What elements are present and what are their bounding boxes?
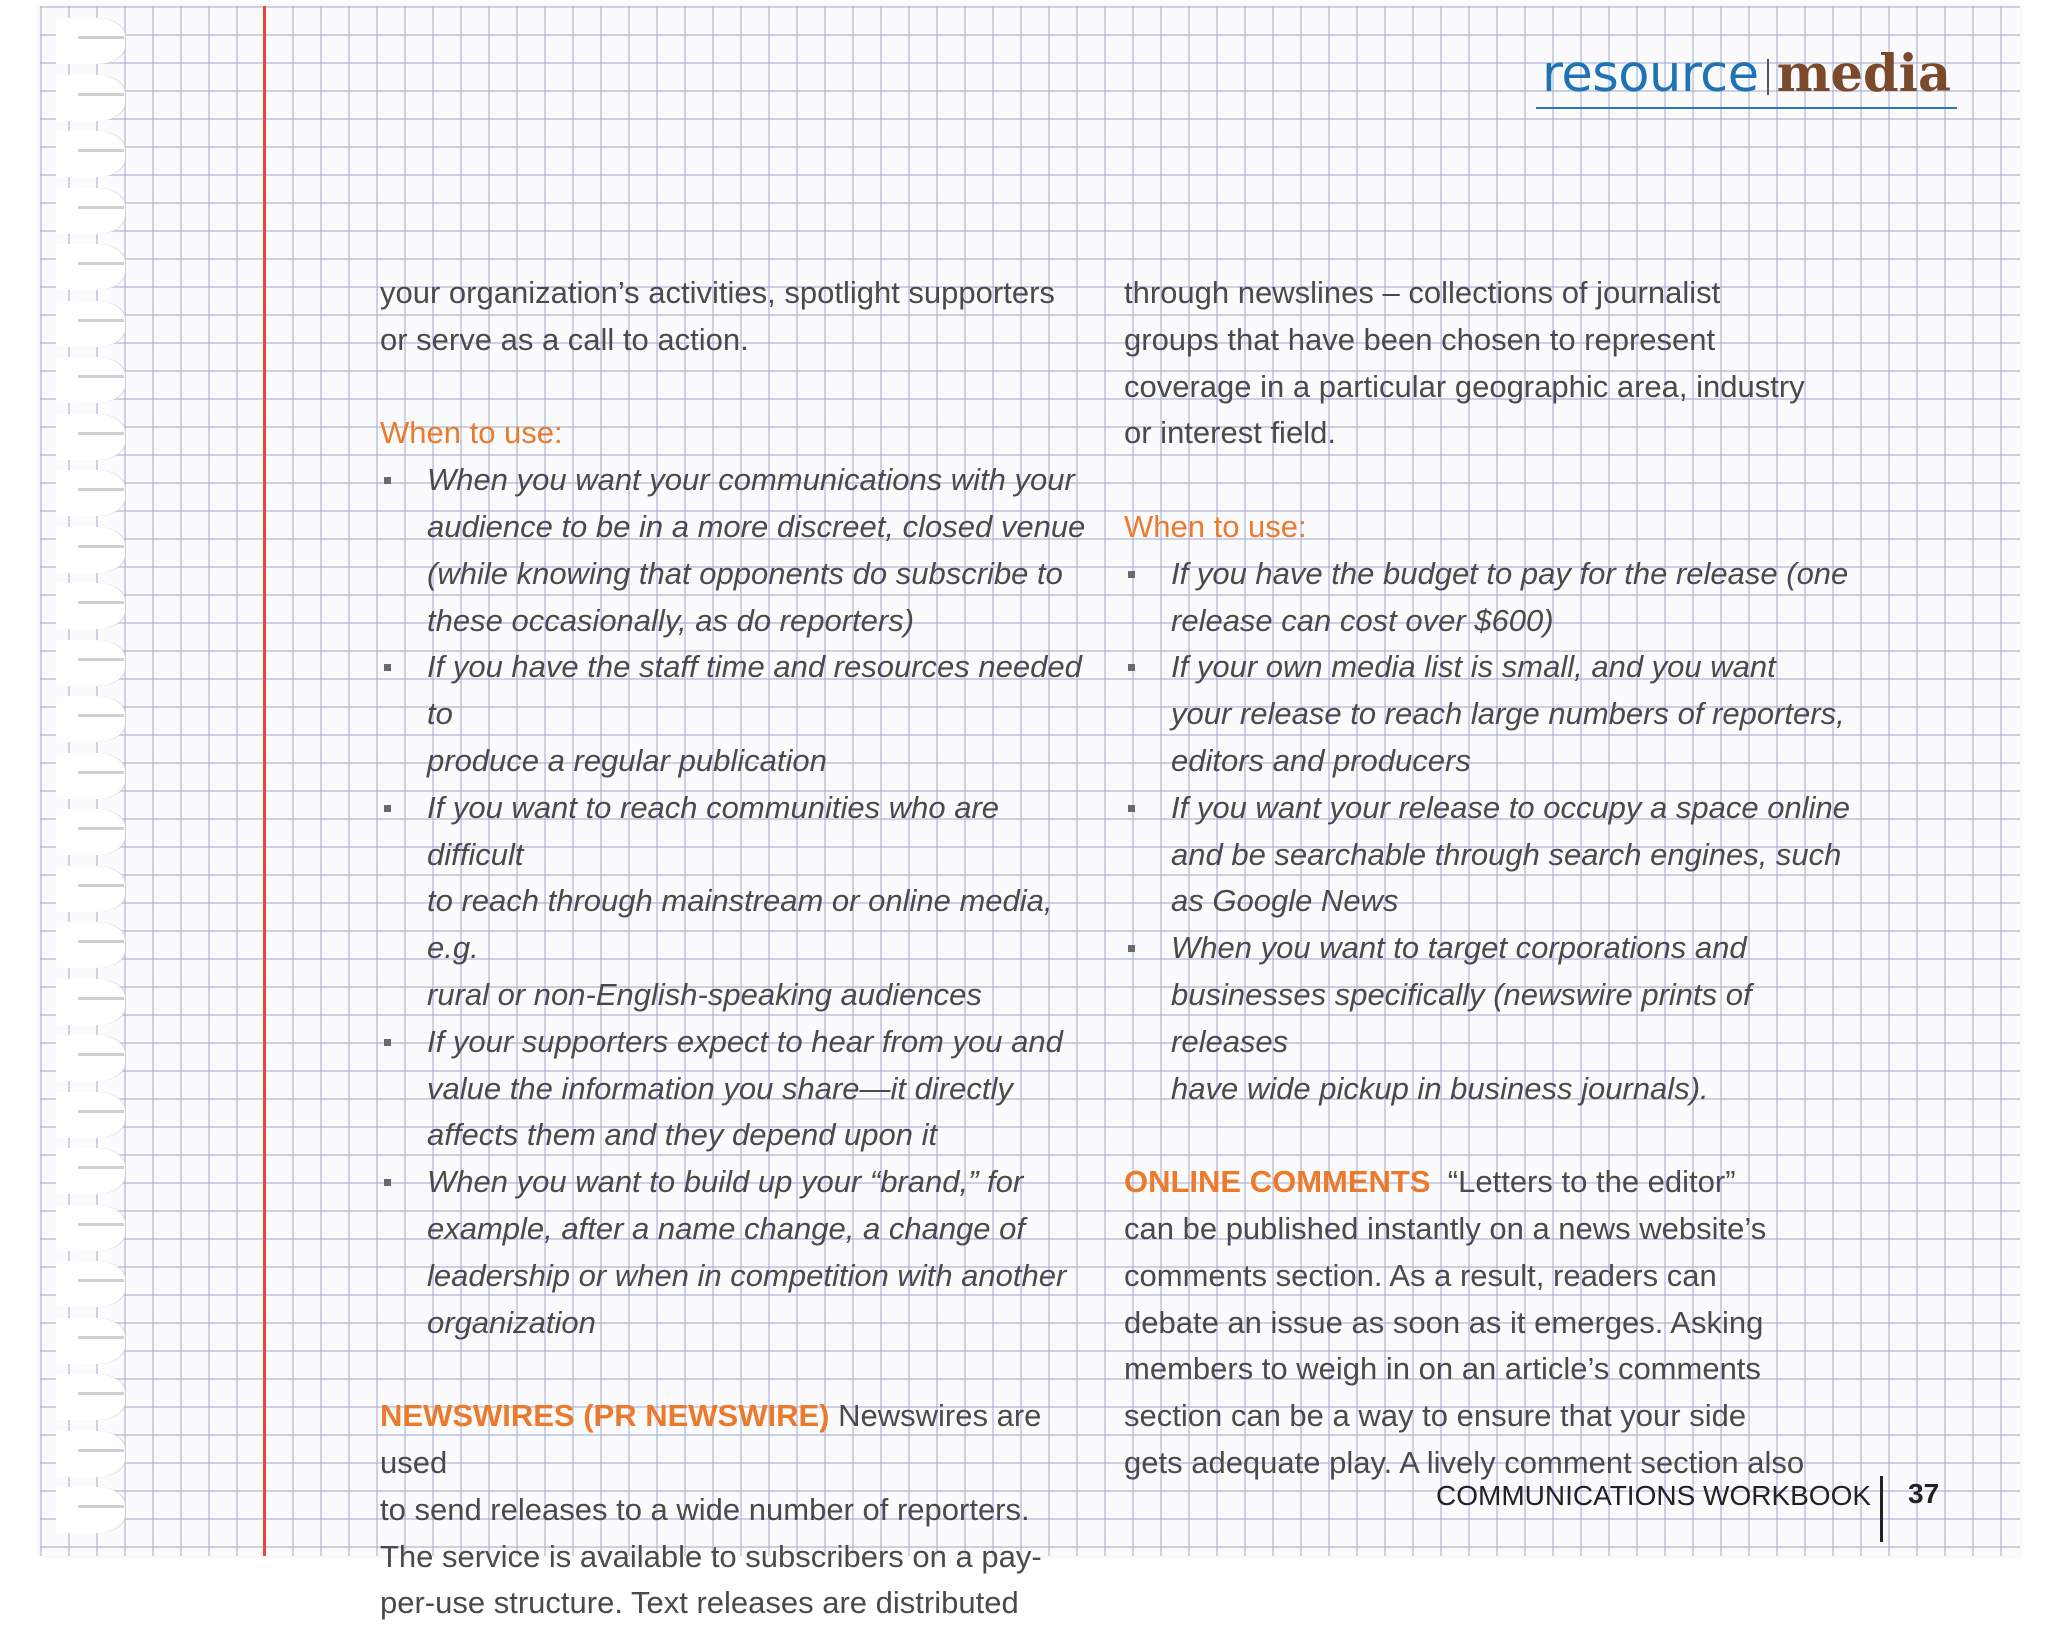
bullet-line: value the information you share—it directly [427,1070,1013,1106]
bullet-line: editors and producers [1171,742,1471,778]
body-line: comments section. As a result, readers can [1124,1257,1717,1293]
bullet-line: rural or non-English-speaking audiences [427,976,982,1012]
intro-line: groups that have been chosen to represent [1124,321,1716,357]
newswires-heading: NEWSWIRES (PR NEWSWIRE) [380,1398,830,1434]
page-number: 37 [1908,1478,1940,1509]
resource-media-logo [1536,44,1957,109]
intro-line: coverage in a particular geographic area, industry [1124,368,1805,404]
body-line: to send releases to a wide number of reporters. [380,1491,1030,1527]
spiral-hole [56,640,126,686]
spiral-hole [56,1148,126,1194]
when-to-use-heading: When to use: [1124,508,1307,544]
bullet-line: If your supporters expect to hear from you and [427,1023,1063,1059]
body-line: members to weigh in on an article’s comments [1124,1351,1761,1387]
body-line: The service is available to subscribers on a pay- [380,1538,1042,1574]
spiral-hole [56,979,126,1025]
spiral-hole [56,1374,126,1420]
spiral-hole [56,866,126,912]
bullet-item [380,644,1100,784]
spiral-hole [56,527,126,573]
spiral-hole [56,414,126,460]
right-column [1124,270,1854,1487]
newswires-paragraph [380,1393,1100,1487]
logo-media-text: media [1776,44,1952,104]
spiral-hole [56,18,126,64]
bullet-line: and be searchable through search engines, such [1171,836,1842,872]
newswires-first-line: Newswires are used [380,1398,1042,1480]
bullet-line: release can cost over $600) [1171,602,1554,638]
intro-line: or serve as a call to action. [380,321,749,357]
bullet-line: produce a regular publication [427,742,827,778]
bullet-line: organization [427,1304,596,1340]
intro-line: your organization’s activities, spotlight supporters [380,275,1055,310]
logo-resource-text: resource [1542,45,1759,104]
spiral-hole [56,922,126,968]
logo-separator [1767,59,1769,95]
bullet-line: (while knowing that opponents do subscribe to [427,555,1063,591]
comments-paragraph [1124,1159,1854,1206]
footer-label: COMMUNICATIONS WORKBOOK [1436,1480,1872,1511]
spiral-hole [56,809,126,855]
spiral-hole [56,188,126,234]
spiral-hole [56,1205,126,1251]
bullet-line: When you want your communications with your [427,462,1075,498]
body-line: section can be a way to ensure that your side [1124,1398,1747,1434]
spiral-hole [56,583,126,629]
when-to-use-heading: When to use: [380,415,563,451]
spiral-hole [56,696,126,742]
spiral-hole [56,244,126,290]
body-line: debate an issue as soon as it emerges. Asking [1124,1304,1764,1340]
bullet-line: have wide pickup in business journals). [1171,1070,1709,1106]
body-line: per-use structure. Text releases are distributed [380,1585,1019,1621]
spiral-holes [40,6,150,1556]
bullet-line: affects them and they depend upon it [427,1117,938,1153]
bullet-item [380,1019,1100,1159]
spiral-hole [56,1487,126,1533]
bullet-line: If you want your release to occupy a space online [1171,789,1850,825]
spiral-hole [56,1092,126,1138]
spiral-hole [56,470,126,516]
spiral-hole [56,1431,126,1477]
bullet-item [380,457,1100,644]
bullet-line: to reach through mainstream or online media, e.g. [427,883,1053,966]
bullet-line: audience to be in a more discreet, closed venue [427,508,1086,544]
bullet-line: as Google News [1171,883,1399,919]
comments-first-line: “Letters to the editor” [1430,1164,1736,1200]
spiral-hole [56,301,126,347]
bullet-line: businesses specifically (newswire prints of releases [1171,976,1752,1059]
bullet-line: If you want to reach communities who are difficult [427,789,1000,872]
bullet-line: these occasionally, as do reporters) [427,602,915,638]
body-line: gets adequate play. A lively comment section also [1124,1444,1805,1480]
bullet-item [1124,551,1854,645]
online-comments-heading: ONLINE COMMENTS [1124,1164,1431,1200]
footer-divider [1880,1476,1883,1542]
bullet-list [380,457,1100,1346]
bullet-item [380,785,1100,1019]
bullet-item [1124,644,1854,784]
bullet-line: If you have the budget to pay for the release (one [1171,555,1849,591]
left-column [380,270,1100,1627]
spiral-hole [56,1035,126,1081]
bullet-line: When you want to target corporations and [1171,930,1747,966]
spiral-hole [56,75,126,121]
bullet-line: your release to reach large numbers of reporters, [1171,696,1845,732]
intro-line: or interest field. [1124,415,1336,451]
bullet-item [1124,785,1854,925]
intro-line: through newslines – collections of journalist [1124,275,1721,310]
bullet-line: If you have the staff time and resources needed to [427,649,1082,732]
body-line: can be published instantly on a news website’s [1124,1210,1767,1246]
bullet-line: If your own media list is small, and you want [1171,649,1776,685]
margin-line [263,6,266,1556]
bullet-line: When you want to build up your “brand,” for [427,1164,1024,1200]
spiral-hole [56,753,126,799]
bullet-line: example, after a name change, a change of [427,1210,1026,1246]
spiral-hole [56,1318,126,1364]
bullet-line: leadership or when in competition with another [427,1257,1067,1293]
spiral-hole [56,357,126,403]
spiral-hole [56,1261,126,1307]
bullet-list [1124,551,1854,1113]
bullet-item [380,1159,1100,1346]
spiral-hole [56,131,126,177]
bullet-item [1124,925,1854,1112]
